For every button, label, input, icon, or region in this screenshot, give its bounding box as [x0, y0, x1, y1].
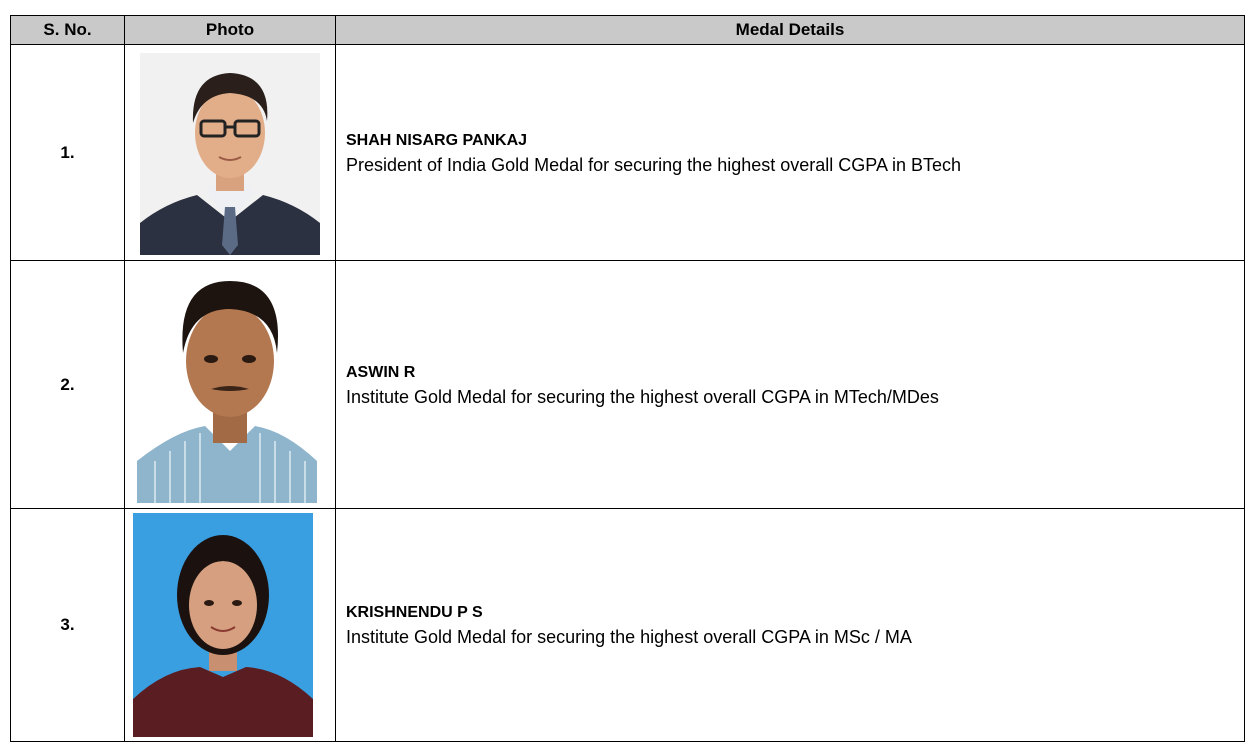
table-row	[11, 45, 1245, 261]
header-row	[11, 16, 1245, 45]
medal-details	[336, 509, 1245, 742]
serial-number: 1.	[11, 45, 125, 261]
table-row	[11, 509, 1245, 742]
photo-cell	[125, 261, 336, 509]
medal-details	[336, 45, 1245, 261]
table-row	[11, 261, 1245, 509]
medal-table	[10, 15, 1245, 742]
medal-description: Institute Gold Medal for securing the highest overall CGPA in MTech/MDes	[346, 386, 939, 407]
student-name: KRISHNENDU P S	[346, 604, 483, 621]
serial-number: 2.	[11, 261, 125, 509]
serial-number: 3.	[11, 509, 125, 742]
header-photo: Photo	[125, 16, 336, 45]
photo-cell	[125, 509, 336, 742]
photo-cell	[125, 45, 336, 261]
student-photo	[125, 45, 336, 258]
student-photo	[125, 509, 336, 739]
student-name: SHAH NISARG PANKAJ	[346, 131, 528, 149]
medal-details	[336, 261, 1245, 509]
student-name: ASWIN R	[346, 363, 416, 381]
table-header	[11, 16, 1245, 45]
header-medal-details: Medal Details	[336, 16, 1245, 45]
student-photo	[125, 261, 336, 506]
medal-description: President of India Gold Medal for securing the highest overall CGPA in BTech	[346, 154, 961, 175]
header-sno: S. No.	[11, 16, 125, 45]
medal-description: Institute Gold Medal for securing the highest overall CGPA in MSc / MA	[346, 627, 912, 647]
